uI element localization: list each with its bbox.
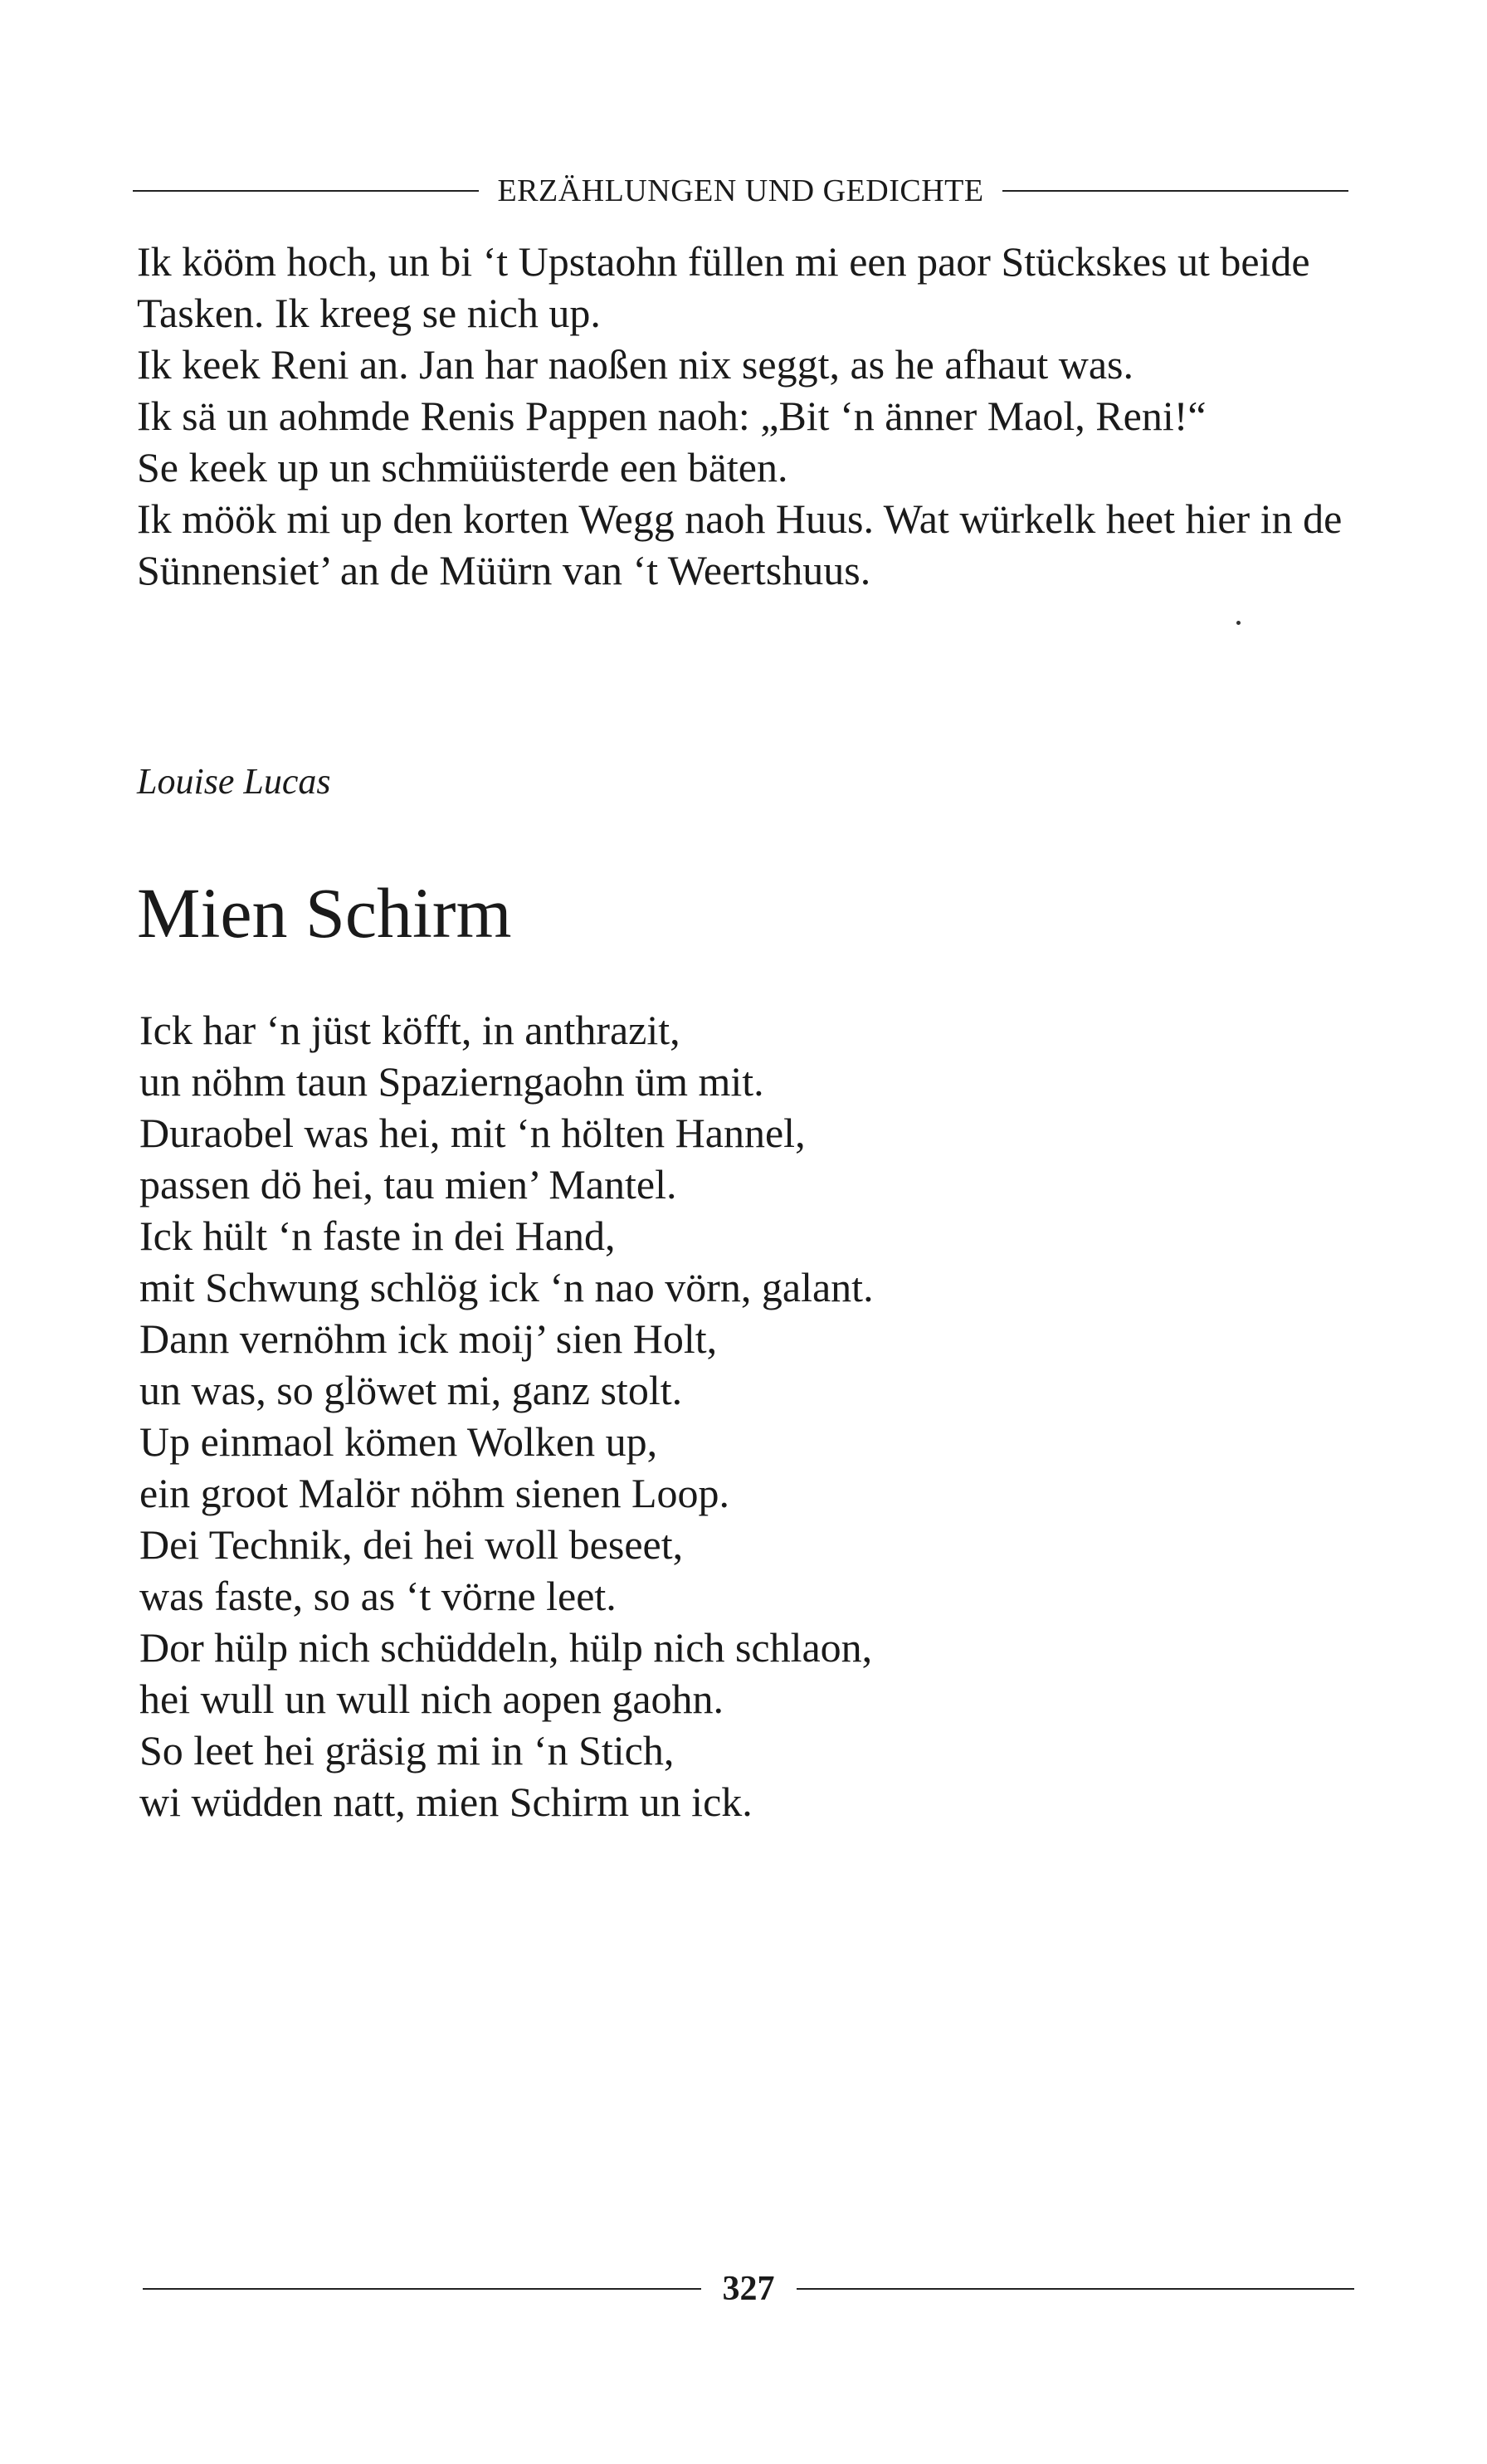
poem-line: hei wull un wull nich aopen gaohn. [139,1676,724,1722]
running-head [133,170,1348,212]
poem-title: Mien Schirm [137,873,512,953]
prose-paragraph: Ik möök mi up den korten Wegg naoh Huus. Wat würkelk heet hier in de Sünnensiet’ an de Müürn van ‘t Weertshuus. [137,495,1343,593]
poem-body [139,1004,1218,1827]
poem-line: un was, so glöwet mi, ganz stolt. [139,1367,683,1413]
poem-line: Duraobel was hei, mit ‘n hölten Hannel, [139,1110,806,1156]
running-head-title: ERZÄHLUNGEN UND GEDICHTE [497,173,984,208]
poem-line: ein groot Malör nöhm sienen Loop. [139,1470,729,1516]
prose-paragraph: Ik keek Reni an. Jan har naoßen nix seggt, as he afhaut was. [137,341,1134,388]
poem-line: Up einmaol kömen Wolken up, [139,1418,658,1465]
poem-line: Ick hült ‘n faste in dei Hand, [139,1212,616,1259]
page-number: 327 [722,2270,775,2308]
header-rule-left [133,190,479,192]
footer-rule-right [797,2288,1355,2290]
footer-rule-left [143,2288,701,2290]
page-footer [143,2264,1354,2314]
poem-line: Dei Technik, dei hei woll beseet, [139,1521,684,1568]
poem-line: Ick har ‘n jüst köfft, in anthrazit, [139,1007,680,1053]
poem-line: So leet hei gräsig mi in ‘n Stich, [139,1727,675,1774]
prose-paragraph: Ik sä un aohmde Renis Pappen naoh: „Bit ‘n änner Maol, Reni!“ [137,393,1207,439]
header-rule-right [1002,190,1348,192]
prose-text [137,236,1357,596]
poem-line: passen dö hei, tau mien’ Mantel. [139,1161,677,1208]
prose-paragraph: Se keek up un schmüüsterde een bäten. [137,444,788,490]
poem-line: wi wüdden natt, mien Schirm un ick. [139,1778,753,1825]
poem-line: mit Schwung schlög ick ‘n nao vörn, galant. [139,1264,874,1310]
poem-line: un nöhm taun Spazierngaohn üm mit. [139,1058,764,1105]
poem-line: Dor hülp nich schüddeln, hülp nich schlaon, [139,1624,873,1671]
poem-line: Dann vernöhm ick moij’ sien Holt, [139,1315,718,1362]
print-speck [1236,621,1241,625]
poem-author: Louise Lucas [137,761,331,802]
prose-paragraph: Ik kööm hoch, un bi ‘t Upstaohn füllen mi een paor Stückskes ut beide Tasken. Ik kreeg se nich up. [137,238,1310,336]
poem-line: was faste, so as ‘t vörne leet. [139,1573,617,1619]
